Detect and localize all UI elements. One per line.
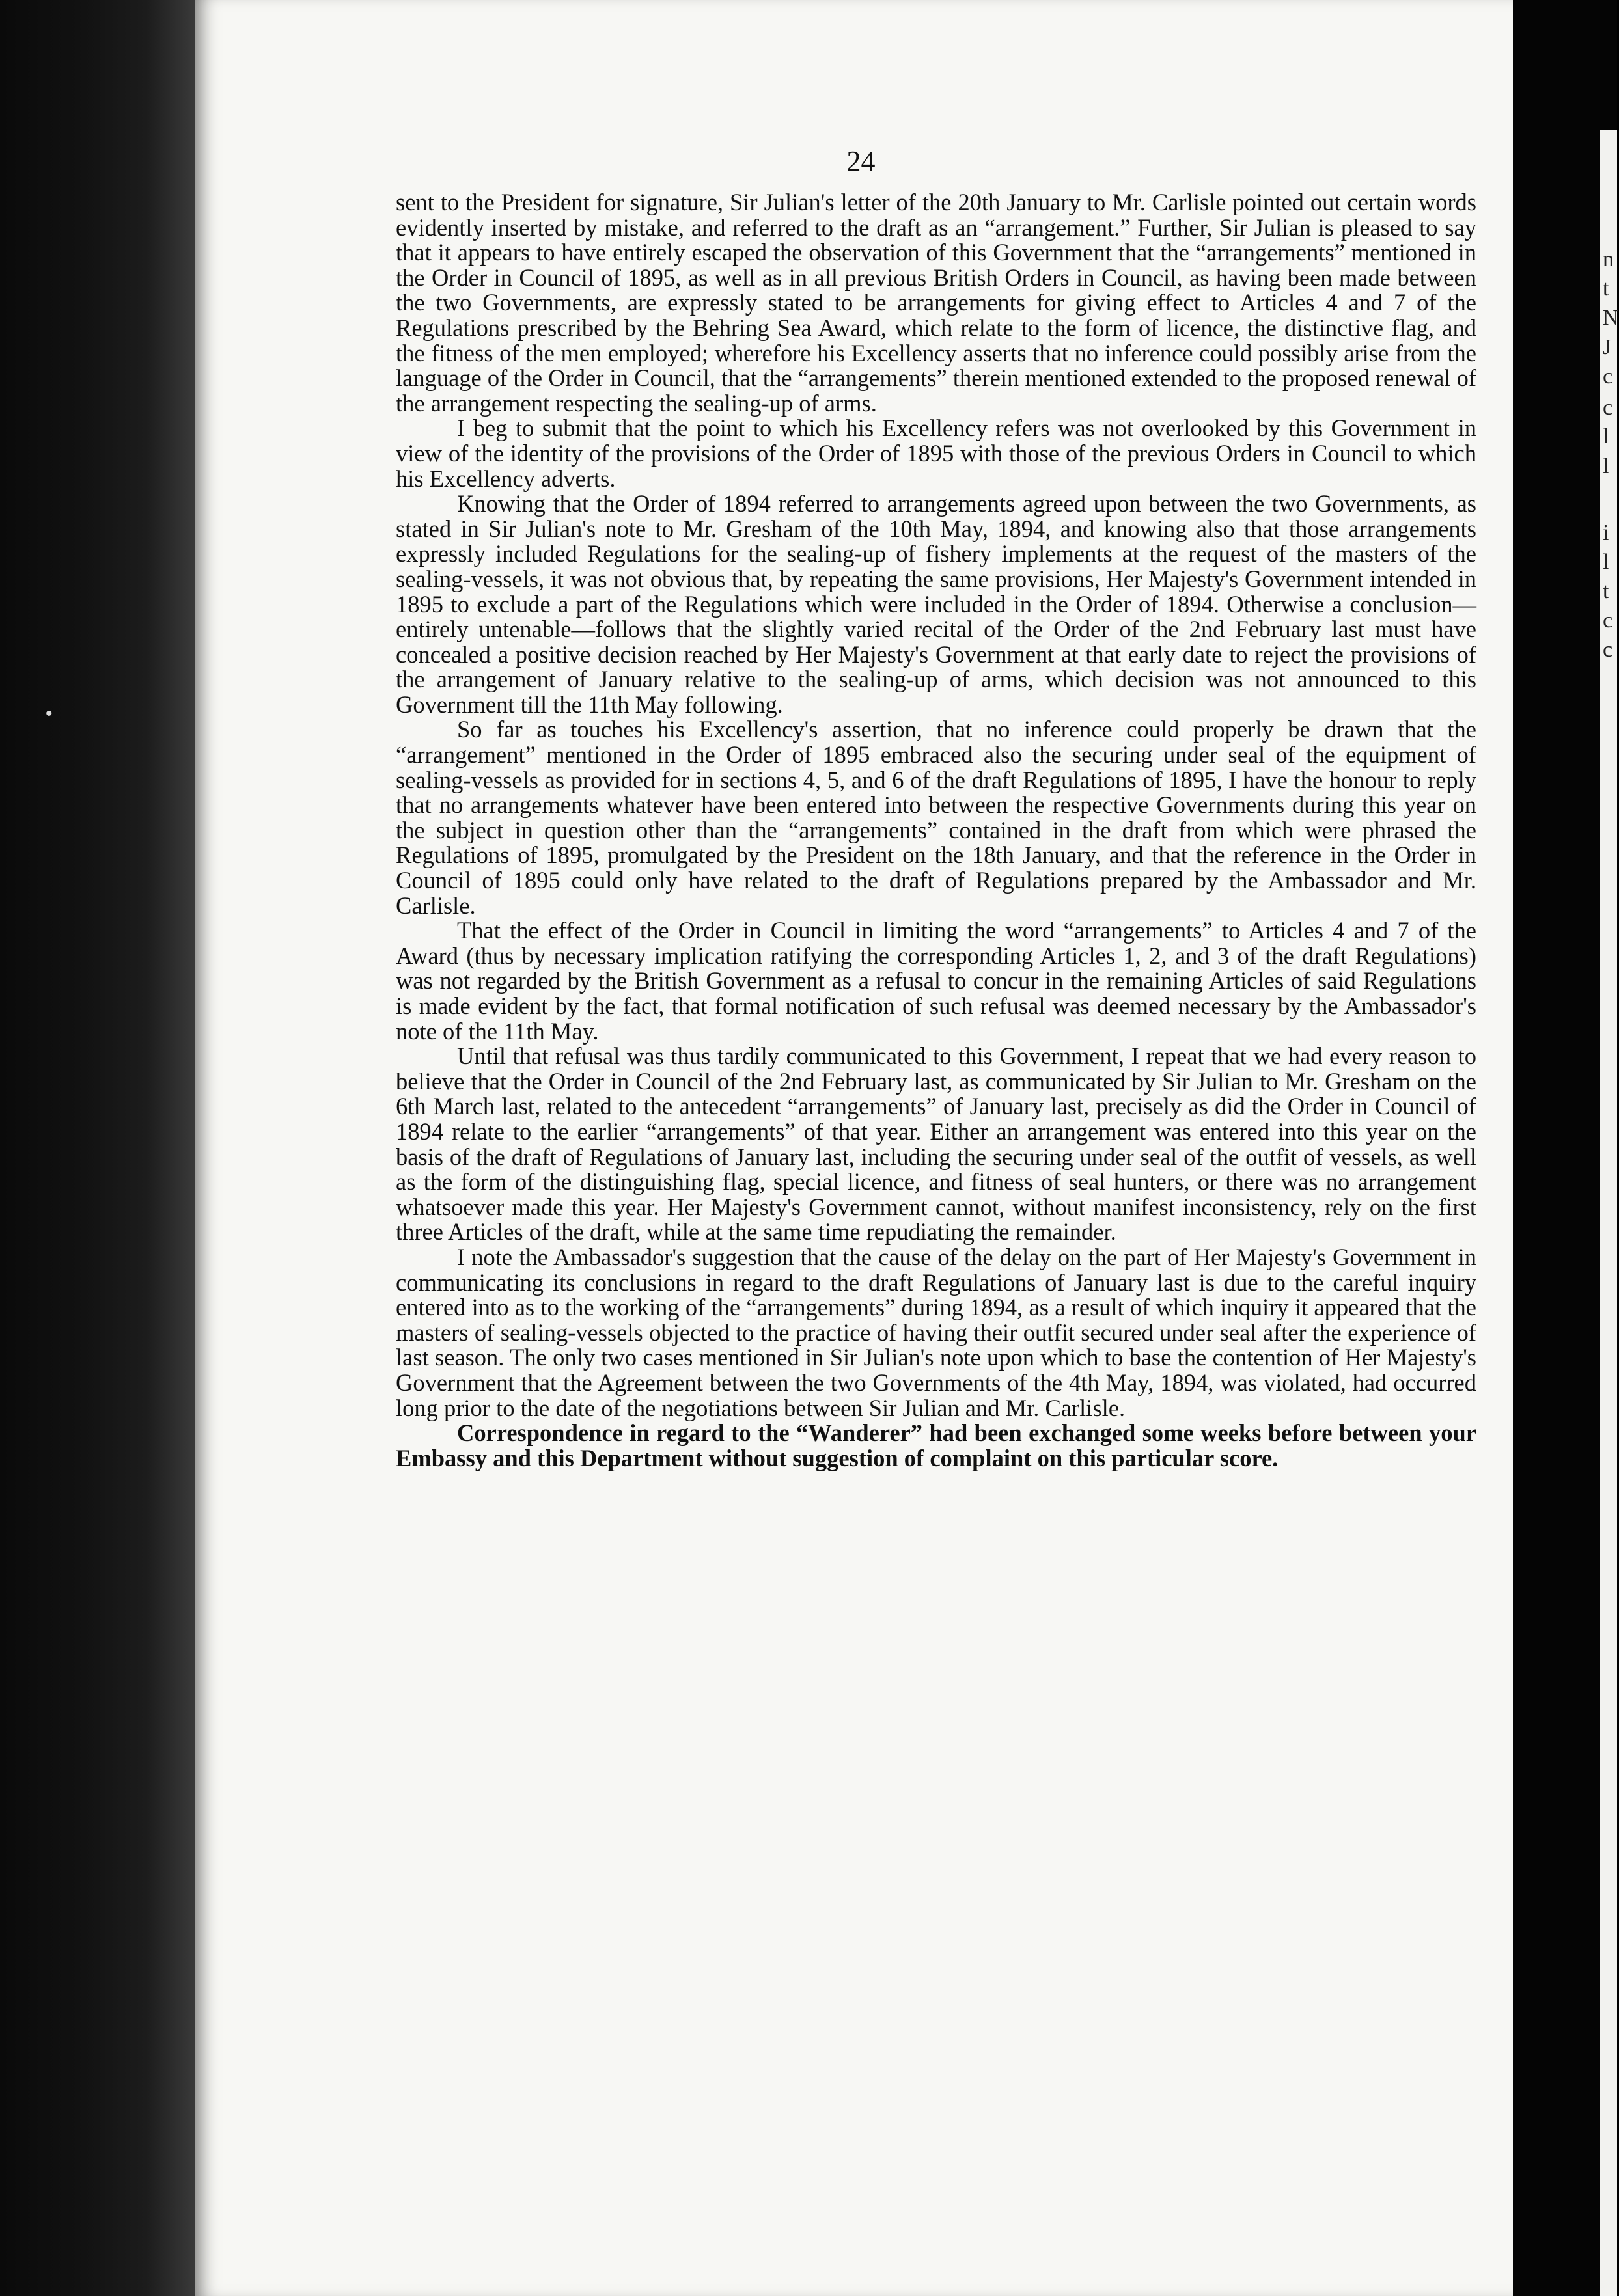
facing-page-fragment: c xyxy=(1603,638,1613,662)
book-binding-left xyxy=(0,0,195,2296)
paragraph-3: Knowing that the Order of 1894 referred to arrangements agreed upon between the two Governments, as stated in Sir Julian's note to Mr. Gresham of the 10th May, 1894, and knowing also that those arrangements expressly included Regulations for the sealing-up of fishery implements at the request of the masters of the sealing-vessels, it was not obvious that, by repeating the same provisions, Her Majesty's Government intended in 1895 to exclude a part of the Regulations which were included in the Order of 1894. Otherwise a conclusion—entirely untenable—follows that the slightly varied recital of the Order of the 2nd February last must have concealed a positive decision reached by Her Majesty's Government at that early date to reject the provisions of the arrangement of January relative to the sealing-up of arms, which decision was not announced to this Government till the 11th May following. xyxy=(396,490,1476,718)
scan-speck: • xyxy=(46,703,53,724)
facing-page-fragment: i xyxy=(1603,521,1609,545)
facing-page-fragment: J xyxy=(1603,335,1612,359)
paragraph-1: sent to the President for signature, Sir Julian's letter of the 20th January to Mr. Carlisle pointed out certain words evidently inserted by mistake, and referred to the draft as an “arrangement.” Further, Sir Julian is pleased to say that it appears to have entirely escaped the observation of this Government that the “arrangements” mentioned in the Order in Council of 1895, as well as in all previous British Orders in Council, as having been made between the two Governments, are expressly stated to be arrangements for giving effect to Articles 4 and 7 of the Regulations prescribed by the Behring Sea Award, which relate to the form of licence, the distinctive flag, and the fitness of the men employed; wherefore his Excellency asserts that no inference could possibly arise from the language of the Order in Council, that the “arrangements” therein mentioned extended to the proposed renewal of the arrangement respecting the sealing-up of arms. xyxy=(396,189,1476,417)
page-number: 24 xyxy=(846,145,876,177)
facing-page-fragment: n xyxy=(1603,247,1614,271)
body-text xyxy=(396,190,1476,1471)
paragraph-2: I beg to submit that the point to which his Excellency refers was not overlooked by this Government in view of the identity of the provisions of the Order of 1895 with those of the previous Orders in Council to which his Excellency adverts. xyxy=(396,415,1476,492)
facing-page-fragment: c xyxy=(1603,364,1613,389)
facing-page-fragment: l xyxy=(1603,424,1609,448)
document-page xyxy=(195,0,1527,2296)
paragraph-6: Until that refusal was thus tardily communicated to this Government, I repeat that we had every reason to believe that the Order in Council of the 2nd February last, as communicated by Sir Julian to Mr. Gresham on the 6th March last, related to the antecedent “arrangements” of January last, precisely as did the Order in Council of 1894 relate to the earlier “arrangements” of that year. Either an arrangement was entered into this year on the basis of the draft of Regulations of January last, including the securing under seal of the outfit of vessels, as well as the form of the distinguishing flag, special licence, and fitness of seal hunters, or there was no arrangement whatsoever made this year. Her Majesty's Government cannot, without manifest inconsistency, rely on the first three Articles of the draft, while at the same time repudiating the remainder. xyxy=(396,1043,1476,1246)
facing-page-fragment: c xyxy=(1603,608,1613,633)
paragraph-7: I note the Ambassador's suggestion that the cause of the delay on the part of Her Majesty's Government in communicating its conclusions in regard to the draft Regulations of January last is due to the careful inquiry entered into as to the working of the “arrangements” during 1894, as a result of which inquiry it appeared that the masters of sealing-vessels objected to the practice of having their outfit secured under seal after the experience of last season. The only two cases mentioned in Sir Julian's note upon which to base the contention of Her Majesty's Government that the Agreement between the two Governments of the 4th May, 1894, was violated, had occurred long prior to the date of the negotiations between Sir Julian and Mr. Carlisle. xyxy=(396,1243,1476,1421)
paragraph-5: That the effect of the Order in Council in limiting the word “arrangements” to Articles 4 and 7 of the Award (thus by necessary implication ratifying the corresponding Articles 1, 2, and 3 of the draft Regulations) was not regarded by the British Government as a refusal to concur in the remaining Articles of said Regulations is made evident by the fact, that formal notification of such refusal was deemed necessary by the Ambassador's note of the 11th May. xyxy=(396,917,1476,1045)
facing-page-edge xyxy=(1600,130,1617,2296)
facing-page-fragment: N xyxy=(1603,306,1619,330)
facing-page-fragment: t xyxy=(1603,579,1609,603)
paragraph-8: Correspondence in regard to the “Wanderer” had been exchanged some weeks before between your Embassy and this Department without suggestion of complaint on this particular score. xyxy=(396,1419,1476,1471)
facing-page-fragment: l xyxy=(1603,454,1609,478)
facing-page-fragment: l xyxy=(1603,550,1609,574)
facing-page-fragment: t xyxy=(1603,277,1609,301)
facing-page-fragment: c xyxy=(1603,396,1613,420)
paragraph-4: So far as touches his Excellency's assertion, that no inference could properly be drawn that the “arrangement” mentioned in the Order of 1895 embraced also the securing under seal of the equipment of sealing-vessels as provided for in sections 4, 5, and 6 of the draft Regulations of 1895, I have the honour to reply that no arrangements whatever have been entered into between the respective Governments during this year on the subject in question other than the “arrangements” contained in the draft from which were phrased the Regulations of 1895, promulgated by the President on the 18th January, and that the reference in the Order in Council of 1895 could only have related to the draft of Regulations prepared by the Ambassador and Mr. Carlisle. xyxy=(396,716,1476,919)
